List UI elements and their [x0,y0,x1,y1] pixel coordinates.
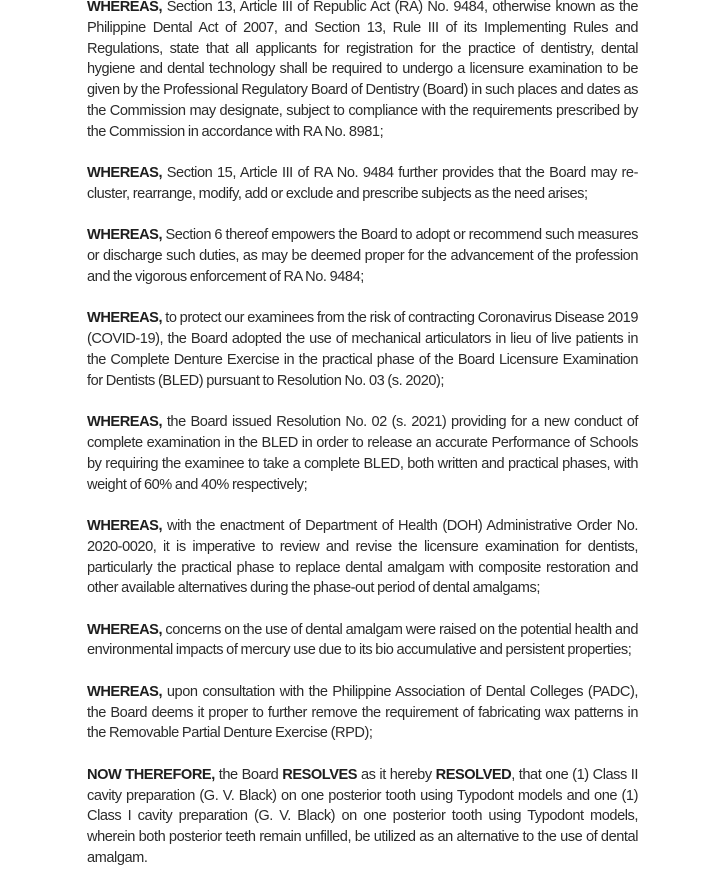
resolves-keyword: RESOLVES [282,766,358,783]
whereas-paragraph-2 [87,163,638,205]
whereas-paragraph-1 [87,0,638,143]
paragraph-text: concerns on the use of dental amalgam were raised on the potential health and environmental impacts of mercury use due to its bio accumulative and persistent properties; [87,621,638,659]
whereas-paragraph-7 [87,620,638,662]
resolution-text-3: , that one (1) Class II cavity preparation (G. V. Black) on one posterior tooth using Typodont models and one (1) Class I cavity preparation (G. V. Black) on one posterior tooth using Typodont models, wherein both posterior teeth remain unfilled, be utilized as an alternative to the use of dental amalgam. [87,766,638,867]
whereas-paragraph-5 [87,412,638,495]
whereas-keyword: WHEREAS, [87,621,163,638]
whereas-paragraph-3 [87,225,638,287]
whereas-paragraph-6 [87,516,638,599]
whereas-keyword: WHEREAS, [87,414,163,431]
paragraph-text: Section 15, Article III of RA No. 9484 further provides that the Board may re-cluster, rearrange, modify, add or exclude and prescribe subjects as the need arises; [87,165,638,202]
resolution-text-2: as it hereby [357,766,436,783]
whereas-keyword: WHEREAS, [87,165,163,182]
resolution-paragraph [87,765,638,869]
paragraph-text: Section 6 thereof empowers the Board to adopt or recommend such measures or discharge such duties, as may be deemed proper for the advancement of the profession and the vigorous enforcement of RA No. 9484; [87,227,638,285]
resolution-document [87,0,638,889]
whereas-keyword: WHEREAS, [87,310,163,327]
whereas-paragraph-8 [87,682,638,744]
whereas-keyword: WHEREAS, [87,227,163,244]
paragraph-text: upon consultation with the Philippine Association of Dental Colleges (PADC), the Board deems it proper to further remove the requirement of fabricating wax patterns in the Removable Partial Denture Exercise (RPD); [87,683,638,742]
resolution-text-1: the Board [214,766,283,783]
now-therefore-keyword: NOW THEREFORE, [87,766,215,783]
resolved-keyword: RESOLVED [435,766,512,783]
whereas-keyword: WHEREAS, [87,517,163,534]
paragraph-text: Section 13, Article III of Republic Act (RA) No. 9484, otherwise known as the Philippine Dental Act of 2007, and Section 13, Rule III of its Implementing Rules and Regulations, state that all applicants for registration for the practice of dentistry, dental hygiene and dental technology shall be required to undergo a licensure examination to be given by the Professional Regulatory Board of Dentistry (Board) in such places and dates as the Commission may designate, subject to compliance with the requirements prescribed by the Commission in accordance with RA No. 8981; [87,0,638,140]
whereas-keyword: WHEREAS, [87,0,163,15]
paragraph-text: the Board issued Resolution No. 02 (s. 2021) providing for a new conduct of complete examination in the BLED in order to release an accurate Performance of Schools by requiring the examinee to take a complete BLED, both written and practical phases, with weight of 60% and 40% respectively; [87,414,638,493]
whereas-keyword: WHEREAS, [87,683,163,700]
paragraph-text: to protect our examinees from the risk of contracting Coronavirus Disease 2019 (COVID-19), the Board adopted the use of mechanical articulators in lieu of live patients in the Complete Denture Exercise in the practical phase of the Board Licensure Examination for Dentists (BLED) pursuant to Resolution No. 03 (s. 2020); [87,310,638,389]
paragraph-text: with the enactment of Department of Health (DOH) Administrative Order No. 2020-0020, it is imperative to review and revise the licensure examination for dentists, particularly the practical phase to replace dental amalgam with composite restoration and other available alternatives during the phase-out period of dental amalgams; [87,517,638,597]
whereas-paragraph-4 [87,308,638,391]
